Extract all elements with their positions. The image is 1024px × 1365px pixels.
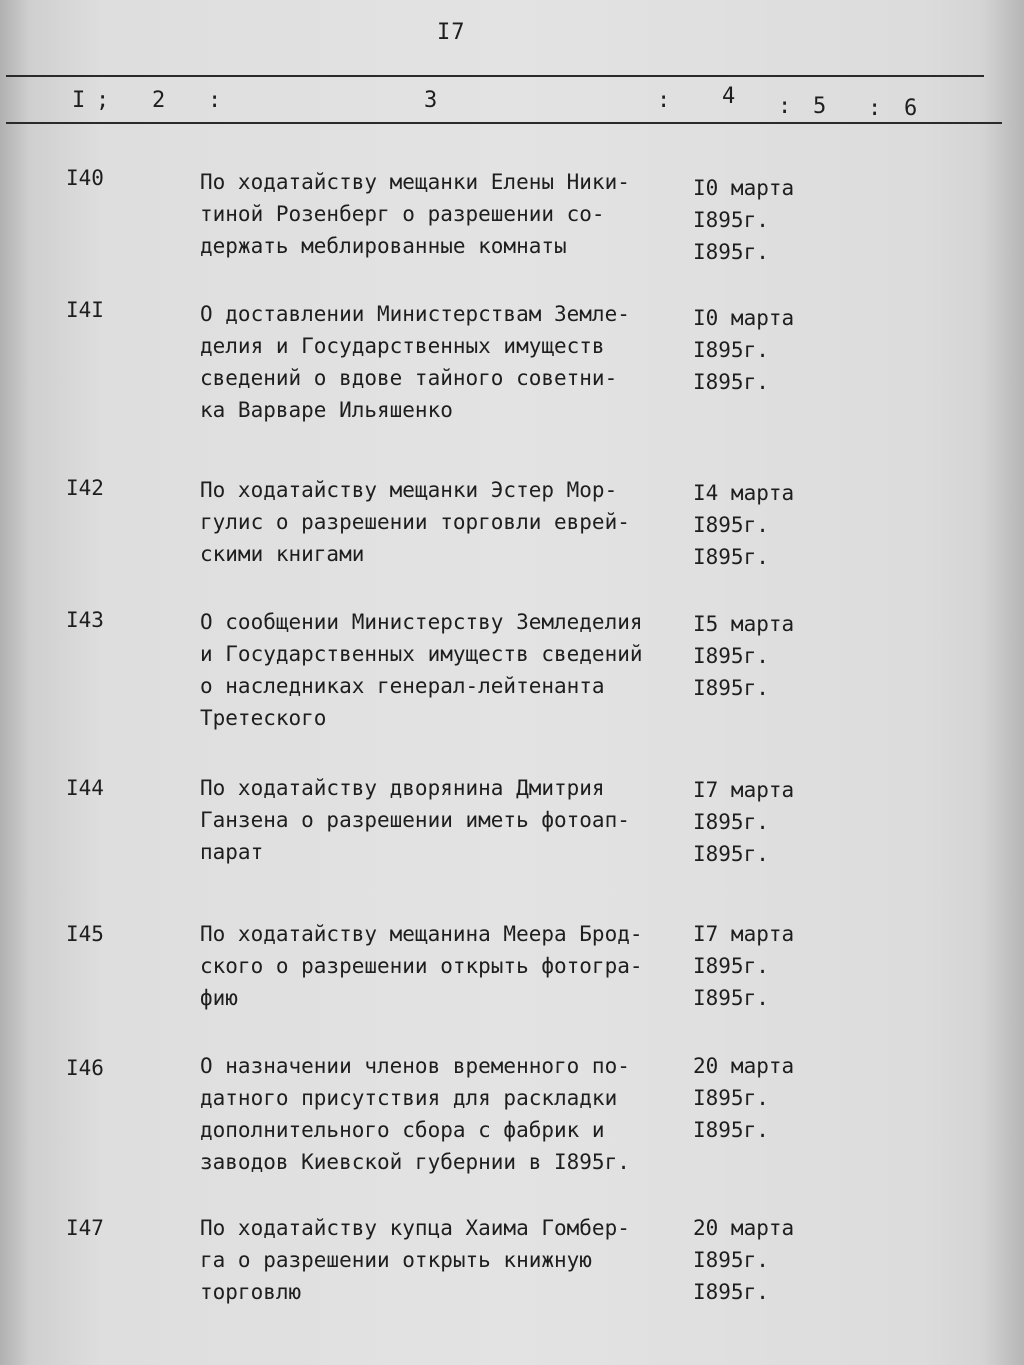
column-number-3: 3 (424, 88, 438, 113)
column-number-4: 4 (722, 84, 736, 109)
column-separator-2: : (208, 88, 222, 113)
entry-title (200, 166, 630, 262)
entry-title (200, 918, 643, 1014)
entry-title-line: держать меблированные комнаты (200, 234, 567, 258)
entry-number: I44 (66, 776, 104, 800)
entry-title-line: гулис о разрешении торговли еврей- (200, 510, 630, 534)
entry-title (200, 1212, 630, 1308)
entry-date-line: 20 марта (693, 1216, 795, 1240)
entry-date (693, 477, 794, 573)
entry-number: I47 (66, 1216, 104, 1240)
entry-date (693, 774, 794, 870)
page-number: I7 (437, 20, 466, 45)
entry-date-line: I895г. (693, 1118, 769, 1142)
entry-date-line: I895г. (693, 644, 769, 668)
entry-title-line: О доставлении Министерствам Земле- (200, 302, 630, 326)
entry-date-line: I895г. (693, 954, 769, 978)
entry-title-line: га о разрешении открыть книжную (200, 1248, 592, 1272)
entry-date (693, 172, 794, 268)
entry-title-line: Ганзена о разрешении иметь фотоап- (200, 808, 630, 832)
entry-date-line: I895г. (693, 1248, 769, 1272)
entry-date-line: I895г. (693, 208, 769, 232)
entry-title-line: ского о разрешении открыть фотогра- (200, 954, 643, 978)
entry-date-line: 20 марта (693, 1054, 795, 1078)
entry-date-line: I895г. (693, 370, 769, 394)
entry-date-line: I895г. (693, 1280, 769, 1304)
page-left-shadow (0, 0, 30, 1365)
entry-title (200, 606, 643, 734)
entry-date-line: I895г. (693, 338, 769, 362)
entry-title-line: заводов Киевской губернии в I895г. (200, 1150, 630, 1174)
entry-date-line: I4 марта (693, 481, 795, 505)
entry-title-line: Третеского (200, 706, 327, 730)
entry-number: I45 (66, 922, 104, 946)
entry-title-line: фию (200, 986, 238, 1010)
column-separator-1: ; (96, 88, 110, 113)
entry-date-line: I7 марта (693, 922, 795, 946)
entry-number: I4I (66, 298, 104, 322)
entry-title (200, 1050, 630, 1178)
entry-date (693, 1050, 794, 1146)
entry-title-line: По ходатайству мещанина Меера Брод- (200, 922, 643, 946)
entry-title-line: По ходатайству дворянина Дмитрия (200, 776, 605, 800)
entry-date-line: I895г. (693, 513, 769, 537)
entry-title-line: О сообщении Министерству Земледелия (200, 610, 643, 634)
entry-date-line: I895г. (693, 676, 769, 700)
column-separator-5: : (868, 96, 882, 121)
entry-date-line: I0 марта (693, 176, 795, 200)
column-number-2: 2 (152, 88, 166, 113)
entry-title-line: сведений о вдове тайного советни- (200, 366, 618, 390)
entry-title-line: ка Варваре Ильяшенко (200, 398, 453, 422)
entry-title-line: парат (200, 840, 264, 864)
entry-date (693, 1212, 794, 1308)
header-rule-bottom (6, 122, 1002, 124)
entry-date-line: I895г. (693, 240, 769, 264)
entry-title-line: о наследниках генерал-лейтенанта (200, 674, 605, 698)
entry-date (693, 608, 794, 704)
entry-title-line: По ходатайству мещанки Эстер Мор- (200, 478, 618, 502)
entry-number: I40 (66, 166, 104, 190)
column-separator-4: : (778, 94, 792, 119)
column-number-1: I (72, 88, 86, 113)
column-separator-3: : (657, 88, 671, 113)
entry-title-line: торговлю (200, 1280, 302, 1304)
entry-date-line: I0 марта (693, 306, 795, 330)
entry-number: I46 (66, 1056, 104, 1080)
entry-title-line: По ходатайству мещанки Елены Ники- (200, 170, 630, 194)
column-number-6: 6 (904, 96, 918, 121)
page-edge-shadow (982, 0, 1024, 1365)
entry-title-line: О назначении членов временного по- (200, 1054, 630, 1078)
entry-date-line: I895г. (693, 986, 769, 1010)
entry-date-line: I895г. (693, 842, 769, 866)
entry-title-line: и Государственных имуществ сведений (200, 642, 643, 666)
entry-title-line: дополнительного сбора с фабрик и (200, 1118, 605, 1142)
entry-title (200, 772, 630, 868)
entry-title-line: скими книгами (200, 542, 365, 566)
entry-date (693, 302, 794, 398)
entry-title (200, 298, 630, 426)
entry-date-line: I895г. (693, 810, 769, 834)
entry-title (200, 474, 630, 570)
entry-title-line: По ходатайству купца Хаима Гомбер- (200, 1216, 630, 1240)
header-rule-top (6, 75, 984, 77)
entry-title-line: датного присутствия для раскладки (200, 1086, 618, 1110)
entry-date-line: I895г. (693, 1086, 769, 1110)
entry-number: I42 (66, 476, 104, 500)
entry-date-line: I5 марта (693, 612, 795, 636)
entry-date (693, 918, 794, 1014)
entry-date-line: I7 марта (693, 778, 795, 802)
entry-number: I43 (66, 608, 104, 632)
entry-date-line: I895г. (693, 545, 769, 569)
column-number-5: 5 (813, 94, 827, 119)
entry-title-line: делия и Государственных имуществ (200, 334, 605, 358)
entry-title-line: тиной Розенберг о разрешении со- (200, 202, 605, 226)
